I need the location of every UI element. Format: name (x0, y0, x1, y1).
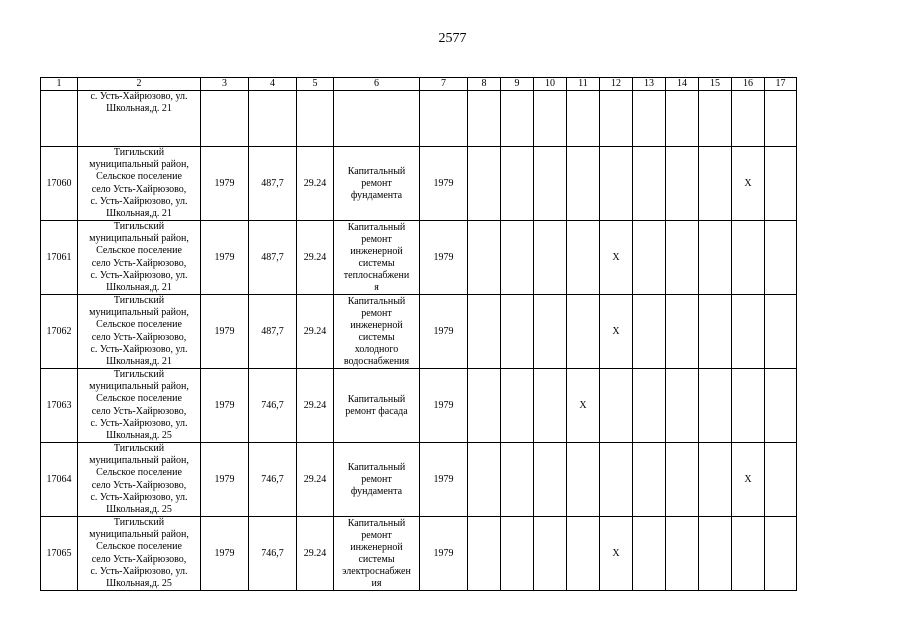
cell-year: 1979 (201, 295, 249, 369)
work-line: ремонт (361, 233, 392, 245)
column-number-8: 8 (468, 78, 501, 91)
cell-empty (699, 517, 732, 591)
cell-empty (600, 147, 633, 221)
cell-year-2: 1979 (420, 147, 468, 221)
cell-empty (666, 295, 699, 369)
address-line: муниципальный район, (89, 159, 189, 171)
cell-empty (534, 221, 567, 295)
cell-area: 487,7 (249, 295, 297, 369)
work-line: ремонт (361, 177, 392, 189)
cell-empty (732, 221, 765, 295)
register-body (41, 78, 797, 591)
cell-address (78, 443, 201, 517)
cell-empty (633, 147, 666, 221)
address-line: Тигильский (113, 369, 165, 381)
cell-mark: Х (600, 517, 633, 591)
cell-empty (534, 517, 567, 591)
column-number-3: 3 (201, 78, 249, 91)
column-number-5: 5 (297, 78, 334, 91)
table-row (41, 443, 797, 517)
column-number-12: 12 (600, 78, 633, 91)
work-line: я (374, 281, 379, 293)
address-line: Сельское поселение (96, 319, 182, 331)
address-line: муниципальный район, (89, 233, 189, 245)
cell-empty (468, 517, 501, 591)
column-number-14: 14 (666, 78, 699, 91)
cell-empty (501, 221, 534, 295)
cell-id: 17063 (41, 369, 78, 443)
address-line: Школьная,д. 25 (106, 503, 172, 515)
cell-year-2: 1979 (420, 443, 468, 517)
cell-empty (567, 443, 600, 517)
column-number-15: 15 (699, 78, 732, 91)
cell-work-type (334, 517, 420, 591)
cell-empty (468, 295, 501, 369)
address-line: Школьная,д. 25 (106, 429, 172, 441)
cell-empty (666, 221, 699, 295)
address-line: Сельское поселение (96, 393, 182, 405)
cell-empty (534, 295, 567, 369)
cell-address (78, 91, 201, 147)
cell-empty (633, 221, 666, 295)
address-line: муниципальный район, (89, 529, 189, 541)
cell-empty (534, 369, 567, 443)
table-row (41, 221, 797, 295)
work-line: фундамента (350, 485, 403, 497)
column-number-2: 2 (78, 78, 201, 91)
cell-address (78, 295, 201, 369)
address-line: Школьная,д. 21 (106, 103, 172, 115)
address-line: Тигильский (113, 443, 165, 455)
address-line: село Усть-Хайрюзово, (91, 405, 187, 417)
cell-empty (468, 369, 501, 443)
cell-empty (732, 369, 765, 443)
address-line: село Усть-Хайрюзово, (91, 183, 187, 195)
cell-year: 1979 (201, 369, 249, 443)
cell-empty (765, 443, 797, 517)
address-line: Тигильский (113, 517, 165, 529)
cell-empty (666, 369, 699, 443)
address-line: с. Усть-Хайрюзово, ул. (90, 491, 188, 503)
address-line: с. Усть-Хайрюзово, ул. (90, 269, 188, 281)
cell-year: 1979 (201, 443, 249, 517)
cell-address (78, 147, 201, 221)
cell-empty (534, 147, 567, 221)
cell-empty (633, 295, 666, 369)
work-line: ремонт (361, 307, 392, 319)
cell-empty (600, 369, 633, 443)
address-line: Тигильский (113, 221, 165, 233)
cell-empty (765, 369, 797, 443)
column-number-13: 13 (633, 78, 666, 91)
cell-id (41, 91, 78, 147)
work-line: инженерной (350, 541, 403, 553)
address-line: муниципальный район, (89, 381, 189, 393)
cell-id: 17061 (41, 221, 78, 295)
address-line: с. Усть-Хайрюзово, ул. (90, 343, 188, 355)
address-line: Тигильский (113, 295, 165, 307)
cell-mark: Х (600, 295, 633, 369)
cell-year-2: 1979 (420, 369, 468, 443)
cell-year-2: 1979 (420, 295, 468, 369)
column-number-1: 1 (41, 78, 78, 91)
column-number-10: 10 (534, 78, 567, 91)
column-number-17: 17 (765, 78, 797, 91)
cell-empty (699, 295, 732, 369)
address-line: с. Усть-Хайрюзово, ул. (90, 195, 188, 207)
address-line: Сельское поселение (96, 245, 182, 257)
address-line: село Усть-Хайрюзово, (91, 553, 187, 565)
cell-mark: Х (567, 369, 600, 443)
address-line: с. Усть-Хайрюзово, ул. (90, 417, 188, 429)
cell-year-2: 1979 (420, 517, 468, 591)
cell-empty (567, 221, 600, 295)
cell-empty (501, 295, 534, 369)
column-number-7: 7 (420, 78, 468, 91)
cell-area: 746,7 (249, 369, 297, 443)
cell-id: 17065 (41, 517, 78, 591)
cell-id: 17060 (41, 147, 78, 221)
work-line: Капитальный (347, 393, 406, 405)
cell-empty (534, 443, 567, 517)
address-line: муниципальный район, (89, 455, 189, 467)
address-line: Сельское поселение (96, 541, 182, 553)
cell-empty (699, 443, 732, 517)
work-line: электроснабжен (342, 565, 411, 577)
cell-rate: 29.24 (297, 443, 334, 517)
cell-empty (699, 369, 732, 443)
cell-empty (567, 295, 600, 369)
address-line: Школьная,д. 21 (106, 355, 172, 367)
address-line: Тигильский (113, 147, 165, 159)
cell-rate: 29.24 (297, 221, 334, 295)
address-line: Школьная,д. 21 (106, 281, 172, 293)
table-row (41, 295, 797, 369)
cell-empty (666, 147, 699, 221)
cell-year: 1979 (201, 517, 249, 591)
work-line: системы (358, 553, 395, 565)
cell-address (78, 369, 201, 443)
work-line: холодного (354, 343, 399, 355)
address-line: Сельское поселение (96, 467, 182, 479)
cell-empty (468, 443, 501, 517)
cell-work-type (334, 443, 420, 517)
cell-empty (765, 517, 797, 591)
cell-empty (732, 517, 765, 591)
work-line: водоснабжения (343, 355, 410, 367)
cell-empty (501, 369, 534, 443)
table-row (41, 517, 797, 591)
address-line: Сельское поселение (96, 171, 182, 183)
cell-empty (468, 221, 501, 295)
column-number-16: 16 (732, 78, 765, 91)
work-line: инженерной (350, 319, 403, 331)
work-line: Капитальный (347, 517, 406, 529)
cell-work-type (334, 147, 420, 221)
cell-address (78, 517, 201, 591)
cell-rate: 29.24 (297, 147, 334, 221)
work-line: Капитальный (347, 221, 406, 233)
address-line: село Усть-Хайрюзово, (91, 479, 187, 491)
cell-empty (501, 147, 534, 221)
work-line: теплоснабжени (343, 269, 410, 281)
cell-area: 746,7 (249, 517, 297, 591)
work-line: фундамента (350, 189, 403, 201)
work-line: Капитальный (347, 461, 406, 473)
cell-empty (567, 147, 600, 221)
address-line: с. Усть-Хайрюзово, ул. (90, 565, 188, 577)
column-number-11: 11 (567, 78, 600, 91)
cell-empty (666, 517, 699, 591)
cell-mark: Х (600, 221, 633, 295)
cell-work-type (334, 369, 420, 443)
work-line: ремонт фасада (345, 405, 408, 417)
cell-work-type (334, 221, 420, 295)
column-number-9: 9 (501, 78, 534, 91)
cell-empty (732, 295, 765, 369)
address-line: село Усть-Хайрюзово, (91, 257, 187, 269)
column-number-4: 4 (249, 78, 297, 91)
work-line: ремонт (361, 473, 392, 485)
cell-work-type (334, 295, 420, 369)
cell-empty (600, 443, 633, 517)
cell-empty (633, 517, 666, 591)
cell-area: 487,7 (249, 221, 297, 295)
address-line: село Усть-Хайрюзово, (91, 331, 187, 343)
cell-rate: 29.24 (297, 369, 334, 443)
cell-id: 17064 (41, 443, 78, 517)
work-line: системы (358, 257, 395, 269)
address-line: муниципальный район, (89, 307, 189, 319)
cell-empty (765, 147, 797, 221)
cell-empty (666, 443, 699, 517)
cell-empty (765, 295, 797, 369)
cell-empty (501, 517, 534, 591)
cell-year-2: 1979 (420, 221, 468, 295)
column-number-row (41, 78, 797, 91)
cell-address (78, 221, 201, 295)
register-table (40, 77, 797, 591)
address-line: с. Усть-Хайрюзово, ул. (90, 91, 188, 102)
cell-area: 487,7 (249, 147, 297, 221)
cell-empty (633, 369, 666, 443)
cell-empty (633, 443, 666, 517)
work-line: ия (371, 577, 382, 589)
cell-year: 1979 (201, 221, 249, 295)
cell-empty (468, 147, 501, 221)
table-row (41, 369, 797, 443)
work-line: Капитальный (347, 295, 406, 307)
table-row (41, 147, 797, 221)
cell-empty (699, 147, 732, 221)
cell-empty (501, 443, 534, 517)
cell-empty (567, 517, 600, 591)
address-line: Школьная,д. 21 (106, 207, 172, 219)
work-line: Капитальный (347, 165, 406, 177)
cell-area: 746,7 (249, 443, 297, 517)
cell-year: 1979 (201, 147, 249, 221)
work-line: системы (358, 331, 395, 343)
cell-rate: 29.24 (297, 295, 334, 369)
address-line: Школьная,д. 25 (106, 577, 172, 589)
cell-mark: Х (732, 443, 765, 517)
page-number: 2577 (438, 31, 467, 46)
cell-mark: Х (732, 147, 765, 221)
work-line: ремонт (361, 529, 392, 541)
column-number-6: 6 (334, 78, 420, 91)
cell-id: 17062 (41, 295, 78, 369)
continuation-row (41, 91, 797, 147)
cell-empty (765, 221, 797, 295)
work-line: инженерной (350, 245, 403, 257)
cell-empty (699, 221, 732, 295)
cell-rate: 29.24 (297, 517, 334, 591)
